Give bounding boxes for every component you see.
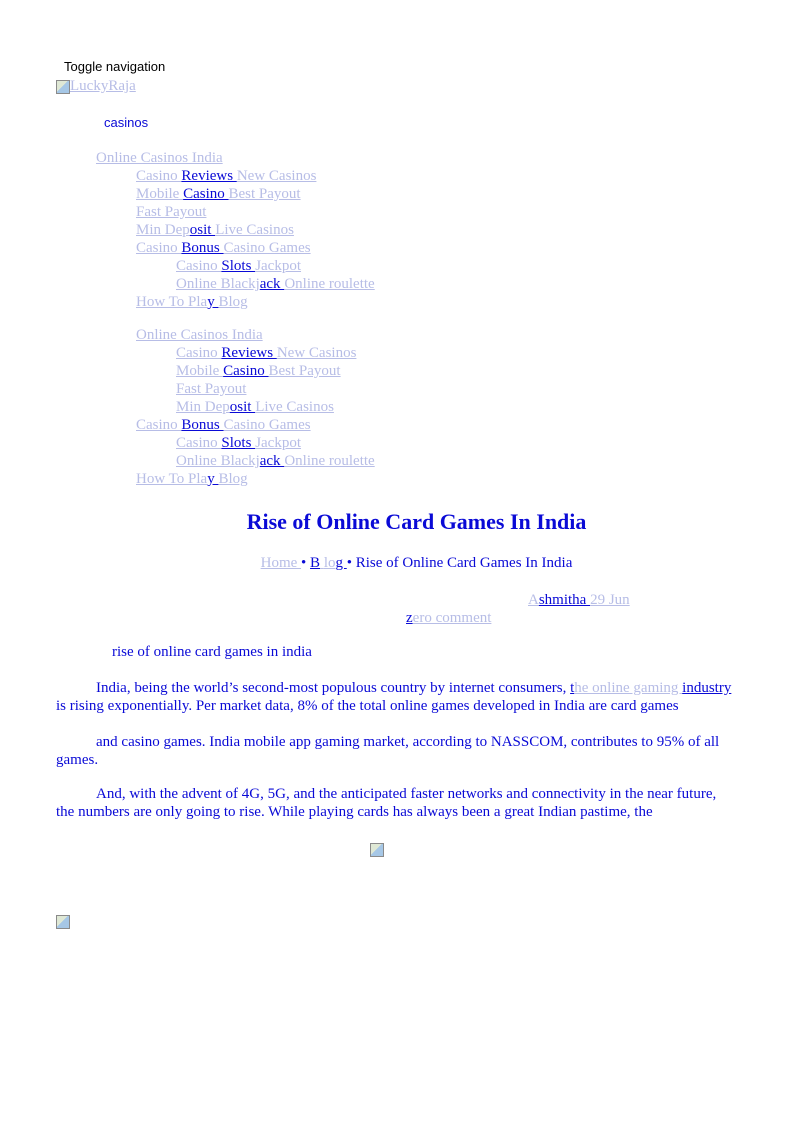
- menu-row-howto: How To Play Blog: [136, 294, 248, 310]
- menu-item-casino-slots[interactable]: Casino: [176, 258, 222, 274]
- article-paragraph-2: And, with the advent of 4G, 5G, and the anticipated faster networks and connectivity in the near future, the numbers are only going to rise. While playing cards has always been a great Indian pastime, the: [56, 786, 717, 820]
- breadcrumb-blog-link[interactable]: B: [310, 555, 321, 571]
- menu-item-blog[interactable]: Blog: [218, 294, 248, 310]
- menu2-item-min-deposit[interactable]: Min Dep: [176, 399, 230, 415]
- post-author-date: Ashmitha 29 Jun: [528, 592, 630, 608]
- menu2-item-casino-games[interactable]: Casino Games: [223, 417, 311, 433]
- menu-item-how-to-play[interactable]: How To Pla: [136, 294, 208, 310]
- menu2-item-fast-payout[interactable]: Fast Payout: [176, 381, 247, 397]
- menu-item-new-casinos[interactable]: New Casinos: [236, 168, 317, 184]
- menu-item-online-blackjack[interactable]: Online Blackj: [176, 276, 260, 292]
- menu-item-mobile-casino[interactable]: Mobile: [136, 186, 184, 202]
- menu2-item-casino-slots[interactable]: Casino: [176, 435, 222, 451]
- menu-row-bonus: Casino Bonus Casino Games: [136, 240, 311, 256]
- menu-item-best-payout[interactable]: Best Payout: [228, 186, 301, 202]
- inline-image: [370, 841, 384, 858]
- menu2-item-online-roulette[interactable]: Online roulette: [284, 453, 375, 469]
- broken-image-icon: [56, 80, 70, 94]
- menu-item-min-deposit[interactable]: Min Dep: [136, 222, 190, 238]
- menu2-item-how-to-play[interactable]: How To Pla: [136, 471, 208, 487]
- broken-image-icon: [56, 915, 70, 929]
- menu-row-blackjack: Online Blackjack Online roulette: [176, 276, 375, 292]
- menu2-item-casino-bonus[interactable]: Casino: [136, 417, 182, 433]
- author-link[interactable]: A: [528, 592, 539, 608]
- menu-item-casino-bonus[interactable]: Casino: [136, 240, 182, 256]
- article-paragraph-1: India, being the world’s second-most populous country by internet consumers, the online gaming industry is rising exponentially. Per market data, 8% of the total online games developed in India are card games: [56, 680, 732, 714]
- menu2-row-deposit: Min Deposit Live Casinos: [176, 399, 334, 415]
- logo-link[interactable]: [56, 78, 136, 95]
- menu-row-deposit: Min Deposit Live Casinos: [136, 222, 294, 238]
- menu2-row-reviews: Casino Reviews New Casinos: [176, 345, 357, 361]
- menu-item-live-casinos[interactable]: Live Casinos: [215, 222, 294, 238]
- menu-item-online-casinos-india[interactable]: Online Casinos India: [96, 150, 223, 166]
- menu-item-fast-payout[interactable]: Fast Payout: [136, 204, 207, 220]
- menu2-item-mobile-casino[interactable]: Mobile: [176, 363, 224, 379]
- menu-row-slots: Casino Slots Jackpot: [176, 258, 302, 274]
- breadcrumb-current: Rise of Online Card Games In India: [355, 555, 573, 571]
- page-title: Rise of Online Card Games In India: [246, 509, 587, 534]
- menu2-item-online-blackjack[interactable]: Online Blackj: [176, 453, 260, 469]
- menu-item-casino-games[interactable]: Casino Games: [223, 240, 311, 256]
- menu2-item-blog[interactable]: Blog: [218, 471, 248, 487]
- menu2-item-casino-reviews[interactable]: Casino: [176, 345, 222, 361]
- broken-image-icon: [370, 843, 384, 857]
- toggle-navigation-button[interactable]: Toggle navigation: [64, 59, 166, 74]
- menu2-item-jackpot[interactable]: Jackpot: [255, 435, 302, 451]
- menu-row-mobile: Mobile Casino Best Payout: [136, 186, 301, 202]
- menu2-row-bonus: Casino Bonus Casino Games: [136, 417, 311, 433]
- casinos-label: casinos: [104, 115, 149, 130]
- comments-link[interactable]: zero comment: [406, 610, 492, 626]
- article-paragraph-1b: and casino games. India mobile app gaming market, according to NASSCOM, contributes to 95% of all games.: [56, 734, 720, 768]
- featured-image-alt: rise of online card games in india: [112, 644, 312, 660]
- menu2-row-mobile: Mobile Casino Best Payout: [176, 363, 341, 379]
- logo-alt-text: LuckyRaja: [70, 78, 136, 94]
- menu-item-casino-reviews[interactable]: Casino: [136, 168, 182, 184]
- footer-image: [56, 913, 70, 930]
- menu2-row-slots: Casino Slots Jackpot: [176, 435, 302, 451]
- menu-item-online-roulette[interactable]: Online roulette: [284, 276, 375, 292]
- post-date: 29 Jun: [590, 592, 630, 608]
- menu2-row-howto: How To Play Blog: [136, 471, 248, 487]
- menu2-item-new-casinos[interactable]: New Casinos: [276, 345, 357, 361]
- menu2-row-blackjack: Online Blackjack Online roulette: [176, 453, 375, 469]
- menu2-item-online-casinos-india[interactable]: Online Casinos India: [136, 327, 263, 343]
- menu2-item-best-payout[interactable]: Best Payout: [268, 363, 341, 379]
- menu-item-jackpot[interactable]: Jackpot: [255, 258, 302, 274]
- menu2-item-live-casinos[interactable]: Live Casinos: [255, 399, 334, 415]
- online-gaming-industry-link[interactable]: t: [570, 680, 575, 696]
- breadcrumb: Home • B log • Rise of Online Card Games In India: [260, 555, 573, 571]
- menu-row-reviews: Casino Reviews New Casinos: [136, 168, 317, 184]
- breadcrumb-home-link[interactable]: Home: [260, 555, 302, 571]
